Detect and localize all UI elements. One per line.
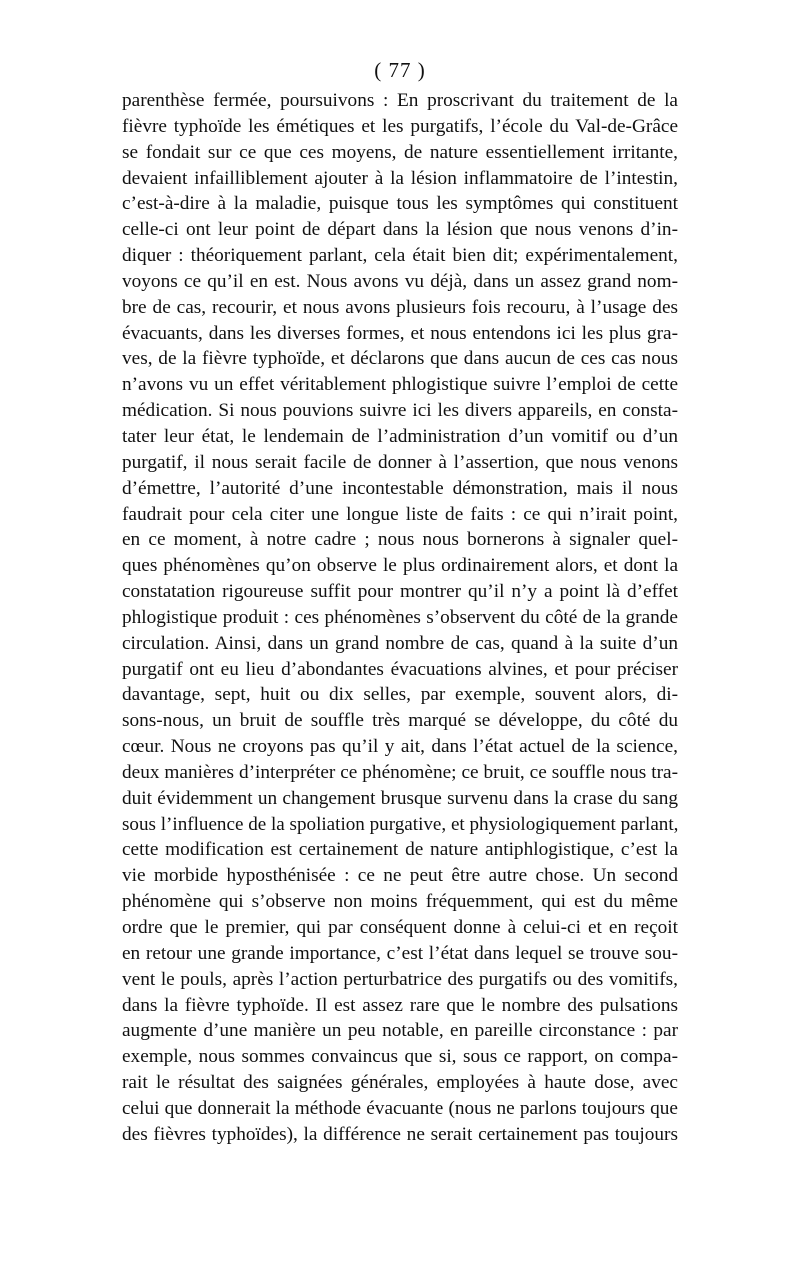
text-line: rait le résultat des saignées générales, employées à haute dose, avec (122, 1072, 678, 1094)
text-line: phénomène qui s’observe non moins fréquemment, qui est du même (122, 891, 678, 913)
text-line: c’est-à-dire à la maladie, puisque tous les symptômes qui constituent (122, 193, 678, 215)
body-text (122, 88, 678, 1148)
text-line: vie morbide hyposthénisée : ce ne peut être autre chose. Un second (122, 865, 678, 887)
text-line: en ce moment, à notre cadre ; nous nous bornerons à signaler quel- (122, 529, 678, 551)
text-line: celui que donnerait la méthode évacuante (nous ne parlons toujours que (122, 1097, 678, 1119)
text-line: circulation. Ainsi, dans un grand nombre de cas, quand à la suite d’un (122, 632, 678, 654)
text-line: ques phénomènes qu’on observe le plus ordinairement alors, et dont la (122, 555, 678, 577)
text-line: constatation rigoureuse suffit pour montrer qu’il n’y a point là d’effet (122, 581, 678, 603)
text-line: diquer : théoriquement parlant, cela était bien dit; expérimentalement, (122, 245, 678, 267)
text-line: vent le pouls, après l’action perturbatrice des purgatifs ou des vomitifs, (122, 968, 678, 990)
text-line: tater leur état, le lendemain de l’administration d’un vomitif ou d’un (122, 425, 678, 447)
text-line: augmente d’une manière un peu notable, en pareille circonstance : par (122, 1020, 678, 1042)
text-line: dans la fièvre typhoïde. Il est assez rare que le nombre des pulsations (122, 994, 678, 1016)
text-line: n’avons vu un effet véritablement phlogistique suivre l’emploi de cette (122, 374, 678, 396)
text-line: voyons ce qu’il en est. Nous avons vu déjà, dans un assez grand nom- (122, 270, 678, 292)
text-line: duit évidemment un changement brusque survenu dans la crase du sang (122, 787, 678, 809)
text-line: celle-ci ont leur point de départ dans la lésion que nous venons d’in- (122, 219, 678, 241)
text-line: fièvre typhoïde les émétiques et les purgatifs, l’école du Val-de-Grâce (122, 115, 678, 137)
text-line: ves, de la fièvre typhoïde, et déclarons que dans aucun de ces cas nous (122, 348, 678, 370)
text-line: des fièvres typhoïdes), la différence ne serait certainement pas toujours (122, 1123, 678, 1145)
text-line: exemple, nous sommes convaincus que si, sous ce rapport, on compa- (122, 1046, 678, 1068)
text-line: phlogistique produit : ces phénomènes s’observent du côté de la grande (122, 606, 678, 628)
text-line: purgatif, il nous serait facile de donner à l’assertion, que nous venons (122, 451, 678, 473)
text-line: sous l’influence de la spoliation purgative, et physiologiquement parlant, (122, 813, 678, 835)
text-line: cœur. Nous ne croyons pas qu’il y ait, dans l’état actuel de la science, (122, 736, 678, 758)
text-line: purgatif ont eu lieu d’abondantes évacuations alvines, et pour préciser (122, 658, 678, 680)
text-line: évacuants, dans les diverses formes, et nous entendons ici les plus gra- (122, 322, 678, 344)
text-line: bre de cas, recourir, et nous avons plusieurs fois recouru, à l’usage des (122, 296, 678, 318)
text-line: cette modification est certainement de nature antiphlogistique, c’est la (122, 839, 678, 861)
text-line: parenthèse fermée, poursuivons : En proscrivant du traitement de la (122, 90, 678, 111)
text-line: ordre que le premier, qui par conséquent donne à celui-ci et en reçoit (122, 917, 678, 938)
text-line: devaient infailliblement ajouter à la lésion inflammatoire de l’intestin, (122, 167, 678, 189)
text-line: davantage, sept, huit ou dix selles, par exemple, souvent alors, di- (122, 684, 678, 706)
text-line: en retour une grande importance, c’est l’état dans lequel se trouve sou- (122, 942, 678, 964)
text-line: médication. Si nous pouvions suivre ici les divers appareils, en consta- (122, 400, 678, 422)
text-line: faudrait pour cela citer une longue liste de faits : ce qui n’irait point, (122, 503, 678, 525)
text-line: se fondait sur ce que ces moyens, de nature essentiellement irritante, (122, 141, 678, 163)
text-line: sons-nous, un bruit de souffle très marqué se développe, du côté du (122, 710, 678, 732)
text-line: d’émettre, l’autorité d’une incontestable démonstration, mais il nous (122, 477, 678, 499)
text-line: deux manières d’interpréter ce phénomène; ce bruit, ce souffle nous tra- (122, 761, 678, 783)
page-number: ( 77 ) (374, 58, 426, 82)
